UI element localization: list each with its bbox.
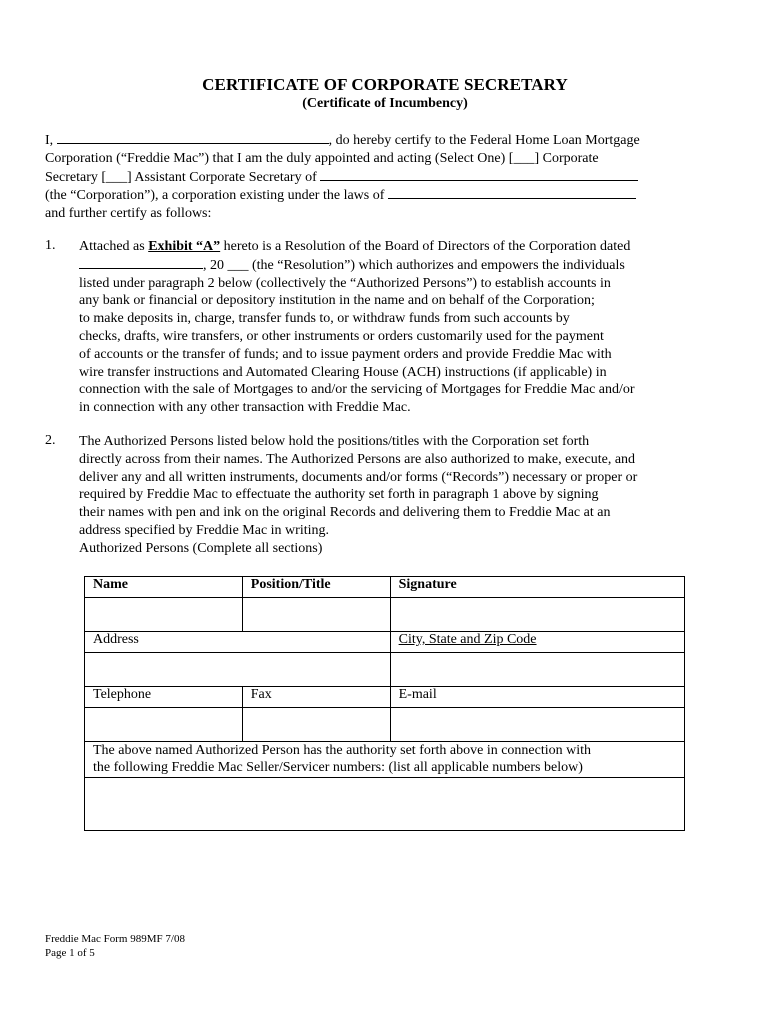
corporation-name-field[interactable]: [320, 168, 638, 181]
telephone-label: Telephone: [85, 687, 243, 708]
secretary-name-field[interactable]: [57, 131, 329, 144]
intro-paragraph: [45, 131, 725, 223]
item-text: to make deposits in, charge, transfer funds to, or withdraw funds from such accounts by: [79, 311, 570, 327]
seller-servicer-numbers-cell[interactable]: [85, 778, 685, 831]
item-text: directly across from their names. The Authorized Persons are also authorized to make, execute, and: [79, 451, 636, 467]
item-number: 2.: [45, 433, 56, 448]
form-number: Freddie Mac Form 989MF 7/08: [45, 933, 185, 945]
item-text: Authorized Persons (Complete all sections): [79, 540, 323, 556]
item-text: listed under paragraph 2 below (collectively the “Authorized Persons”) to establish accounts in: [79, 275, 611, 291]
item-text: their names with pen and ink on the original Records and delivering them to Freddie Mac at an: [79, 505, 611, 521]
signature-header: Signature: [390, 577, 684, 598]
fax-label: Fax: [242, 687, 390, 708]
page-footer: [45, 933, 185, 960]
item-text: Attached as: [79, 239, 149, 254]
city-state-zip-label: City, State and Zip Code: [390, 632, 684, 653]
name-cell[interactable]: [85, 598, 243, 632]
position-title-cell[interactable]: [242, 598, 390, 632]
table-row: [85, 687, 685, 708]
position-title-header: Position/Title: [242, 577, 390, 598]
item-text: The Authorized Persons listed below hold the positions/titles with the Corporation set forth: [79, 434, 590, 449]
state-of-incorporation-field[interactable]: [388, 186, 636, 199]
intro-text: I,: [45, 133, 57, 148]
page-subtitle: (Certificate of Incumbency): [302, 96, 468, 111]
address-cell[interactable]: [85, 653, 391, 687]
city-state-zip-cell[interactable]: [390, 653, 684, 687]
table-row: [85, 632, 685, 653]
table-row: [85, 577, 685, 598]
intro-text: (the “Corporation”), a corporation existing under the laws of: [45, 188, 388, 204]
item-text: deliver any and all written instruments, documents and/or forms (“Records”) necessary or proper or: [79, 469, 638, 485]
item-text: of accounts or the transfer of funds; and to issue payment orders and provide Freddie Mac with: [79, 346, 612, 362]
table-row: [85, 778, 685, 831]
telephone-cell[interactable]: [85, 708, 243, 742]
item-text: required by Freddie Mac to effectuate the authority set forth in paragraph 1 above by signing: [79, 487, 599, 503]
resolution-date-field[interactable]: [79, 256, 203, 269]
item-1-paragraph: [79, 238, 699, 417]
page-title: CERTIFICATE OF CORPORATE SECRETARY: [202, 75, 568, 94]
item-text: hereto is a Resolution of the Board of Directors of the Corporation dated: [220, 239, 631, 254]
authorized-persons-table: [84, 576, 685, 831]
note-text: The above named Authorized Person has the authority set forth above in connection with: [93, 743, 592, 758]
email-cell[interactable]: [390, 708, 684, 742]
intro-text: and further certify as follows:: [45, 206, 212, 222]
item-text: connection with the sale of Mortgages to and/or the servicing of Mortgages for Freddie Mac and/or: [79, 382, 635, 398]
item-text: address specified by Freddie Mac in writing.: [79, 522, 329, 538]
table-row: [85, 653, 685, 687]
exhibit-a-label: Exhibit “A”: [148, 239, 221, 254]
email-label: E-mail: [390, 687, 684, 708]
page-number: Page 1 of 5: [45, 946, 95, 959]
table-row: [85, 742, 685, 778]
item-number: 1.: [45, 238, 56, 253]
item-text: any bank or financial or depository institution in the name and on behalf of the Corporation;: [79, 293, 595, 309]
item-2-paragraph: [79, 433, 699, 558]
intro-text: Secretary [___] Assistant Corporate Secretary of: [45, 169, 321, 185]
item-text: in connection with any other transaction with Freddie Mac.: [79, 400, 411, 416]
address-label: Address: [85, 632, 391, 653]
item-text: , 20 ___ (the “Resolution”) which authorizes and empowers the individuals: [203, 257, 625, 273]
intro-text: , do hereby certify to the Federal Home Loan Mortgage: [328, 133, 640, 148]
signature-cell[interactable]: [390, 598, 684, 632]
fax-cell[interactable]: [242, 708, 390, 742]
authority-note: [85, 742, 685, 778]
item-text: checks, drafts, wire transfers, or other instruments or orders customarily used for the payment: [79, 328, 604, 344]
note-text: the following Freddie Mac Seller/Servicer numbers: (list all applicable numbers below): [93, 760, 583, 775]
intro-text: Corporation (“Freddie Mac”) that I am the duly appointed and acting (Select One) [___] Corporate: [45, 150, 599, 166]
name-header: Name: [85, 577, 243, 598]
table-row: [85, 708, 685, 742]
item-text: wire transfer instructions and Automated Clearing House (ACH) instructions (if applicable) in: [79, 364, 607, 380]
table-row: [85, 598, 685, 632]
